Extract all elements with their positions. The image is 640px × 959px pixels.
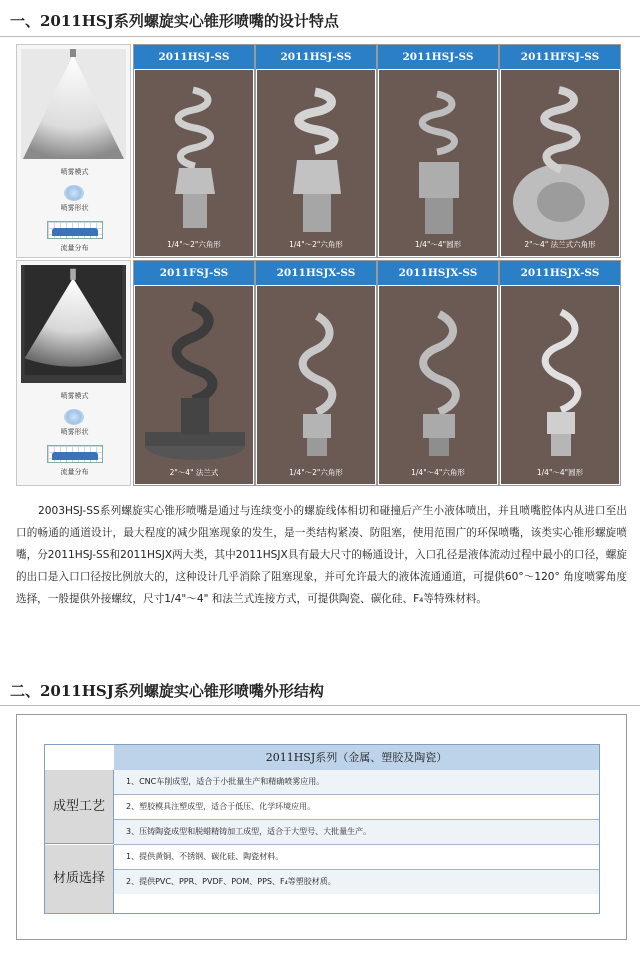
product-size-caption: 1/4"～4"圆形 <box>414 240 462 249</box>
spec-row: 3、压铸陶瓷成型和脱蜡精铸加工成型，适合于大型号、大批量生产。 <box>114 820 599 845</box>
nozzle-photo <box>379 70 497 256</box>
product-model: 2011HSJ-SS <box>256 45 376 69</box>
nozzle-photo <box>501 70 619 256</box>
spray-mode-label: 喷雾模式 <box>60 168 89 176</box>
flow-distribution-label: 流量分布 <box>60 244 89 252</box>
nozzle-photo <box>257 286 375 484</box>
product-card <box>255 260 377 486</box>
nozzle-photo <box>257 70 375 256</box>
spec-row: 2、塑胶模具注塑成型，适合于低压、化学环境应用。 <box>114 795 599 820</box>
product-card <box>499 44 621 258</box>
product-size-caption: 1/4"～2"六角形 <box>289 468 343 477</box>
spec-row: 1、CNC车削成型，适合于小批量生产和精确喷雾应用。 <box>114 770 599 795</box>
product-model: 2011HSJX-SS <box>500 261 620 285</box>
nozzle-photo <box>135 70 253 256</box>
product-card <box>133 260 255 486</box>
flow-distribution-chart-icon <box>47 221 103 239</box>
product-card <box>377 44 499 258</box>
product-size-caption: 1/4"～4"六角形 <box>411 468 465 477</box>
spec-group-label: 材质选择 <box>45 845 114 913</box>
product-model: 2011HSJX-SS <box>378 261 498 285</box>
section-1-rule <box>0 36 640 37</box>
spec-table-header: 2011HSJ系列（金属、塑胶及陶瓷） <box>114 745 599 771</box>
product-card <box>133 44 255 258</box>
section-2-title: 二、2011HSJ系列螺旋实心锥形喷嘴外形结构 <box>10 682 324 700</box>
spray-pattern-photo <box>21 49 126 159</box>
spec-row: 2、提供PVC、PPR、PVDF、POM、PPS、F₄等塑胶材质。 <box>114 870 599 894</box>
product-card <box>255 44 377 258</box>
product-model: 2011HFSJ-SS <box>500 45 620 69</box>
spec-group-label: 成型工艺 <box>45 770 114 844</box>
spray-shape-label: 喷雾形状 <box>60 428 89 436</box>
spec-table <box>44 744 600 914</box>
flow-distribution-label: 流量分布 <box>60 468 89 476</box>
product-size-caption: 1/4"～4"圆形 <box>536 468 584 477</box>
product-model: 2011HSJ-SS <box>134 45 254 69</box>
spray-mode-label: 喷雾模式 <box>60 392 89 400</box>
nozzle-photo <box>135 286 253 484</box>
nozzle-photo <box>379 286 497 484</box>
spray-shape-label: 喷雾形状 <box>60 204 89 212</box>
spray-shape-icon <box>64 409 84 425</box>
product-size-caption: 2"～4" 法兰式六角形 <box>524 240 596 249</box>
spray-shape-icon <box>64 185 84 201</box>
product-card <box>499 260 621 486</box>
section-2-rule <box>0 705 640 706</box>
nozzle-photo <box>501 286 619 484</box>
product-size-caption: 2"～4" 法兰式 <box>169 468 219 477</box>
section-1-title: 一、2011HSJ系列螺旋实心锥形喷嘴的设计特点 <box>10 12 339 30</box>
product-grid <box>16 44 636 486</box>
product-model: 2011FSJ-SS <box>134 261 254 285</box>
flow-distribution-chart-icon <box>47 445 103 463</box>
product-card <box>377 260 499 486</box>
spray-info-panel <box>16 260 131 486</box>
product-model: 2011HSJX-SS <box>256 261 376 285</box>
spec-table-frame <box>16 714 627 940</box>
product-size-caption: 1/4"～2"六角形 <box>167 240 221 249</box>
spec-row: 1、提供黄铜、不锈钢、碳化硅、陶瓷材料。 <box>114 845 599 870</box>
spray-info-panel <box>16 44 131 258</box>
product-size-caption: 1/4"～2"六角形 <box>289 240 343 249</box>
spray-pattern-photo <box>21 265 126 383</box>
product-model: 2011HSJ-SS <box>378 45 498 69</box>
description-paragraph: 2003HSJ-SS系列螺旋实心锥形喷嘴是通过与连续变小的螺旋线体相切和碰撞后产生小液体喷出，并且喷嘴腔体内从进口至出口的畅通的通道设计，最大程度的减少阻塞现象的发生，是一类结构紧凑、防阻塞，使用范围广的环保喷嘴，该类实心锥形螺旋喷嘴，分2011HSJ-SS和2011HSJX两大类，其中2011HSJX具有最大尺寸的畅通设计，入口孔径是液体流动过程中最小的口径，螺旋的出口是入口口径按比例放大的，这种设计几乎消除了阻塞现象，并可允许最大的液体流通通道，可提供60°～120° 角度喷雾角度选择，一般提供外接螺纹，尺寸1/4"～4" 和法兰式连接方式，可提供陶瓷、碳化硅、F₄等特殊材料。 <box>16 505 627 605</box>
